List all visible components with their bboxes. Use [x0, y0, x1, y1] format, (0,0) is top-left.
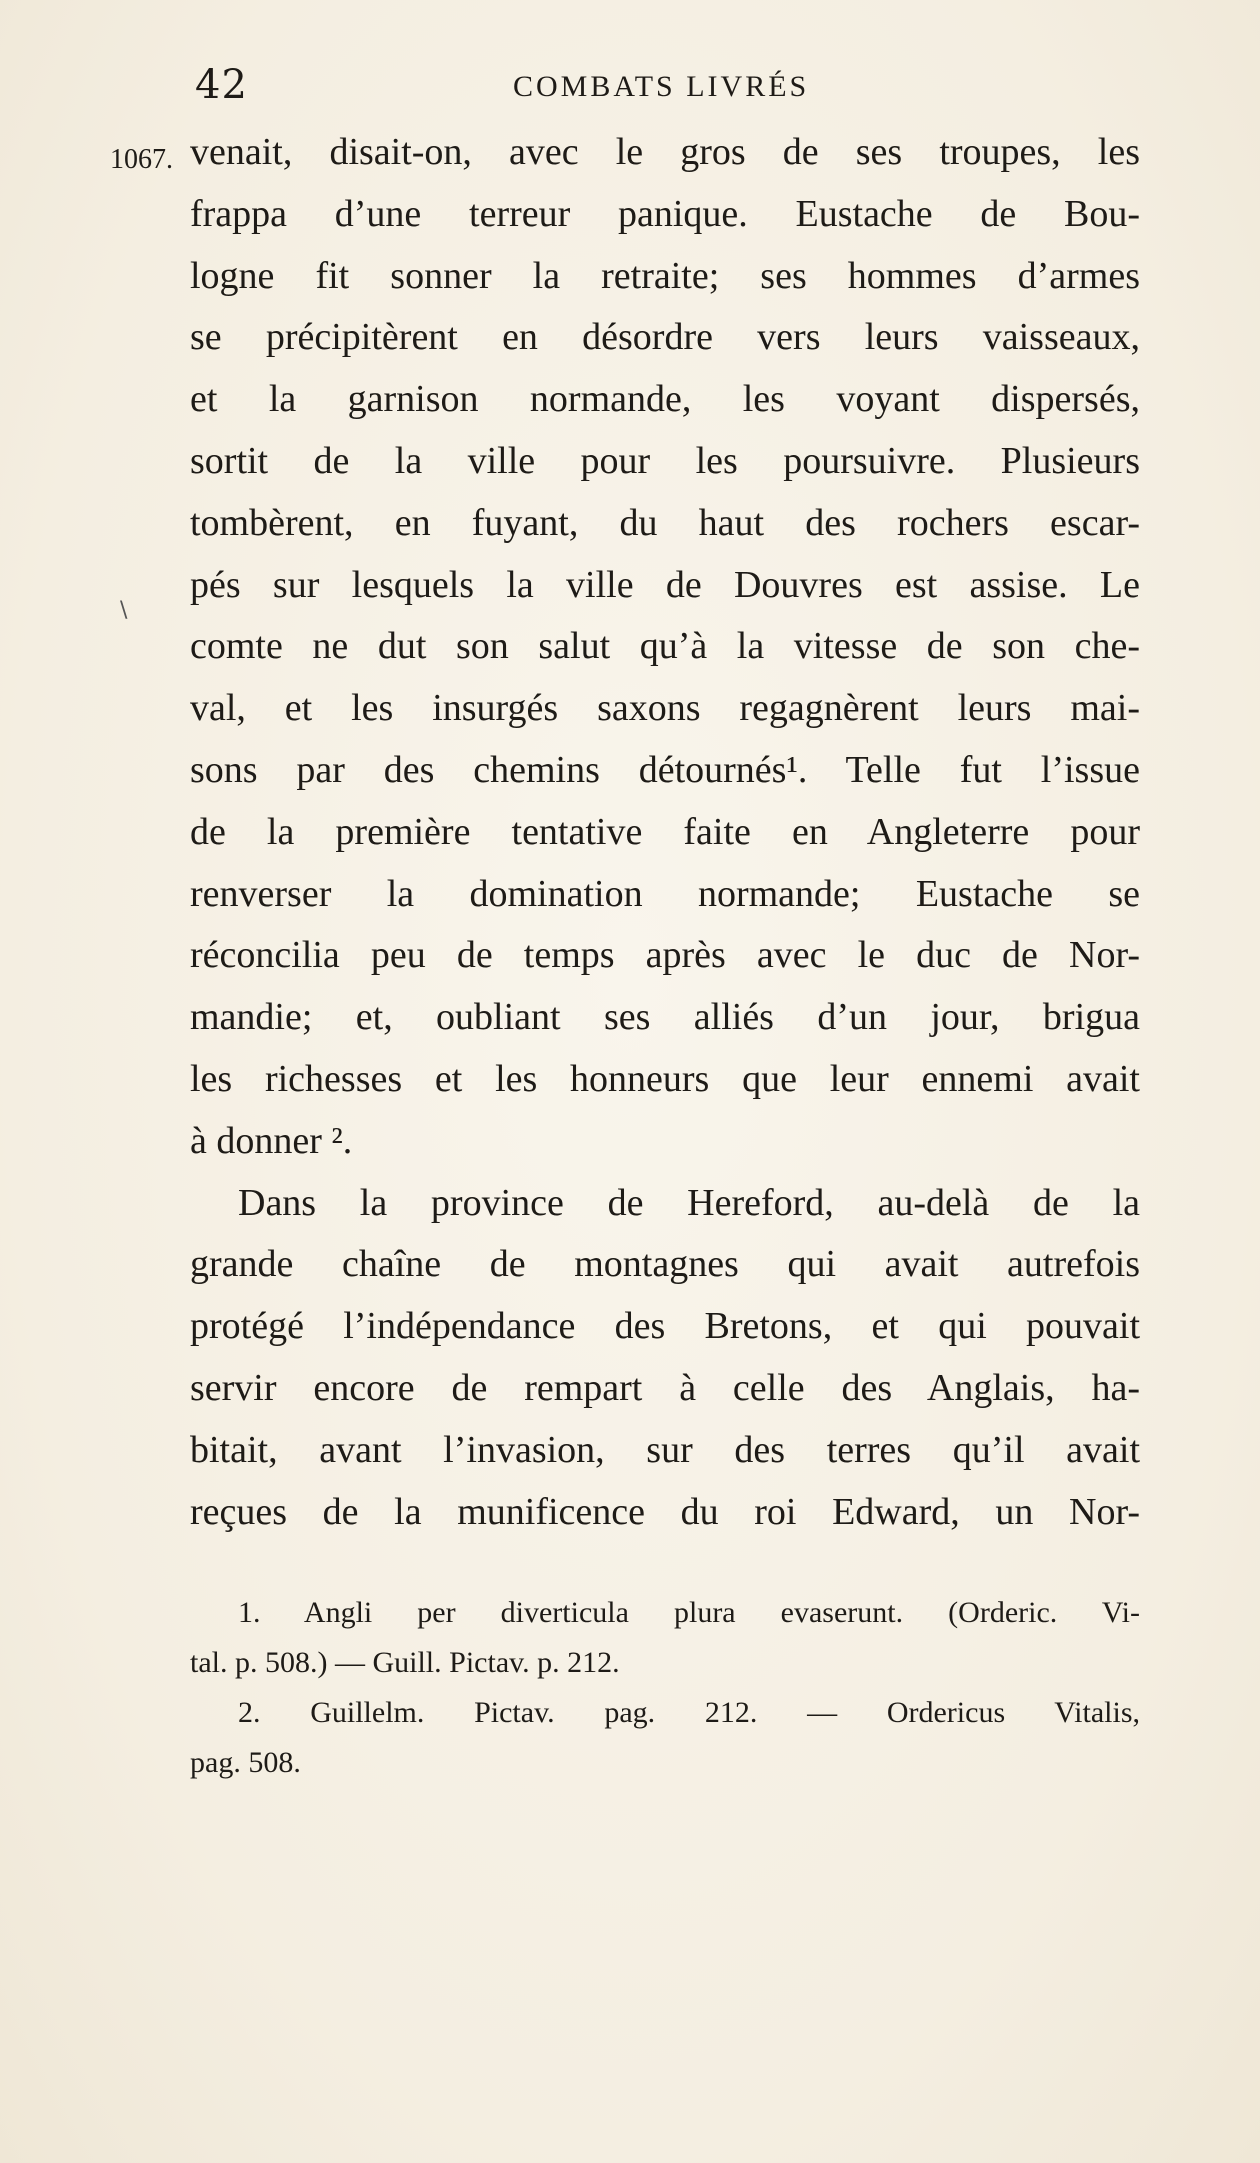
- text-line: à donner ².: [190, 1119, 353, 1162]
- text-line: frappa d’une terreur panique. Eustache de Bou-: [190, 192, 1140, 235]
- text-line: servir encore de rempart à celle des Anglais, ha-: [190, 1366, 1140, 1409]
- text-line: les richesses et les honneurs que leur ennemi avait: [190, 1057, 1140, 1100]
- footnote-line: pag. 508.: [190, 1746, 301, 1779]
- text-line: comte ne dut son salut qu’à la vitesse de son che-: [190, 625, 1140, 668]
- text-line: réconcilia peu de temps après avec le duc de Nor-: [190, 934, 1140, 977]
- page-number: 42: [195, 62, 248, 108]
- text-line: renverser la domination normande; Eustache se: [190, 872, 1140, 915]
- text-line: tombèrent, en fuyant, du haut des rochers escar-: [190, 501, 1140, 544]
- margin-mark: \: [120, 598, 128, 623]
- text-line: reçues de la munificence du roi Edward, un Nor-: [190, 1490, 1140, 1533]
- text-line: logne fit sonner la retraite; ses hommes d’armes: [190, 254, 1140, 297]
- text-line: grande chaîne de montagnes qui avait autrefois: [190, 1243, 1140, 1286]
- footnote-line: tal. p. 508.) — Guill. Pictav. p. 212.: [190, 1646, 620, 1679]
- text-line: bitait, avant l’invasion, sur des terres qu’il avait: [190, 1428, 1140, 1471]
- text-line: mandie; et, oubliant ses alliés d’un jour, brigua: [190, 996, 1140, 1039]
- running-title: COMBATS LIVRÉS: [513, 70, 810, 103]
- footnote-line: 2. Guillelm. Pictav. pag. 212. — Ordericus Vitalis,: [238, 1696, 1140, 1729]
- main-text: [190, 122, 1140, 1543]
- text-line: sortit de la ville pour les poursuivre. Plusieurs: [190, 439, 1140, 482]
- margin-year: 1067.: [110, 144, 173, 175]
- text-line: val, et les insurgés saxons regagnèrent leurs mai-: [190, 687, 1140, 730]
- footnotes: [190, 1588, 1140, 1788]
- text-line: protégé l’indépendance des Bretons, et qui pouvait: [190, 1305, 1140, 1348]
- text-line: se précipitèrent en désordre vers leurs vaisseaux,: [190, 316, 1140, 359]
- text-line: pés sur lesquels la ville de Douvres est assise. Le: [190, 563, 1140, 606]
- text-line: venait, disait-on, avec le gros de ses troupes, les: [190, 131, 1140, 173]
- text-line: de la première tentative faite en Angleterre pour: [190, 810, 1140, 853]
- text-line: et la garnison normande, les voyant dispersés,: [190, 378, 1140, 421]
- footnote-line: 1. Angli per diverticula plura evaserunt. (Orderic. Vi-: [238, 1596, 1140, 1629]
- page-header: [195, 58, 1095, 118]
- text-line: Dans la province de Hereford, au-delà de la: [238, 1181, 1140, 1224]
- text-line: sons par des chemins détournés¹. Telle fut l’issue: [190, 748, 1140, 791]
